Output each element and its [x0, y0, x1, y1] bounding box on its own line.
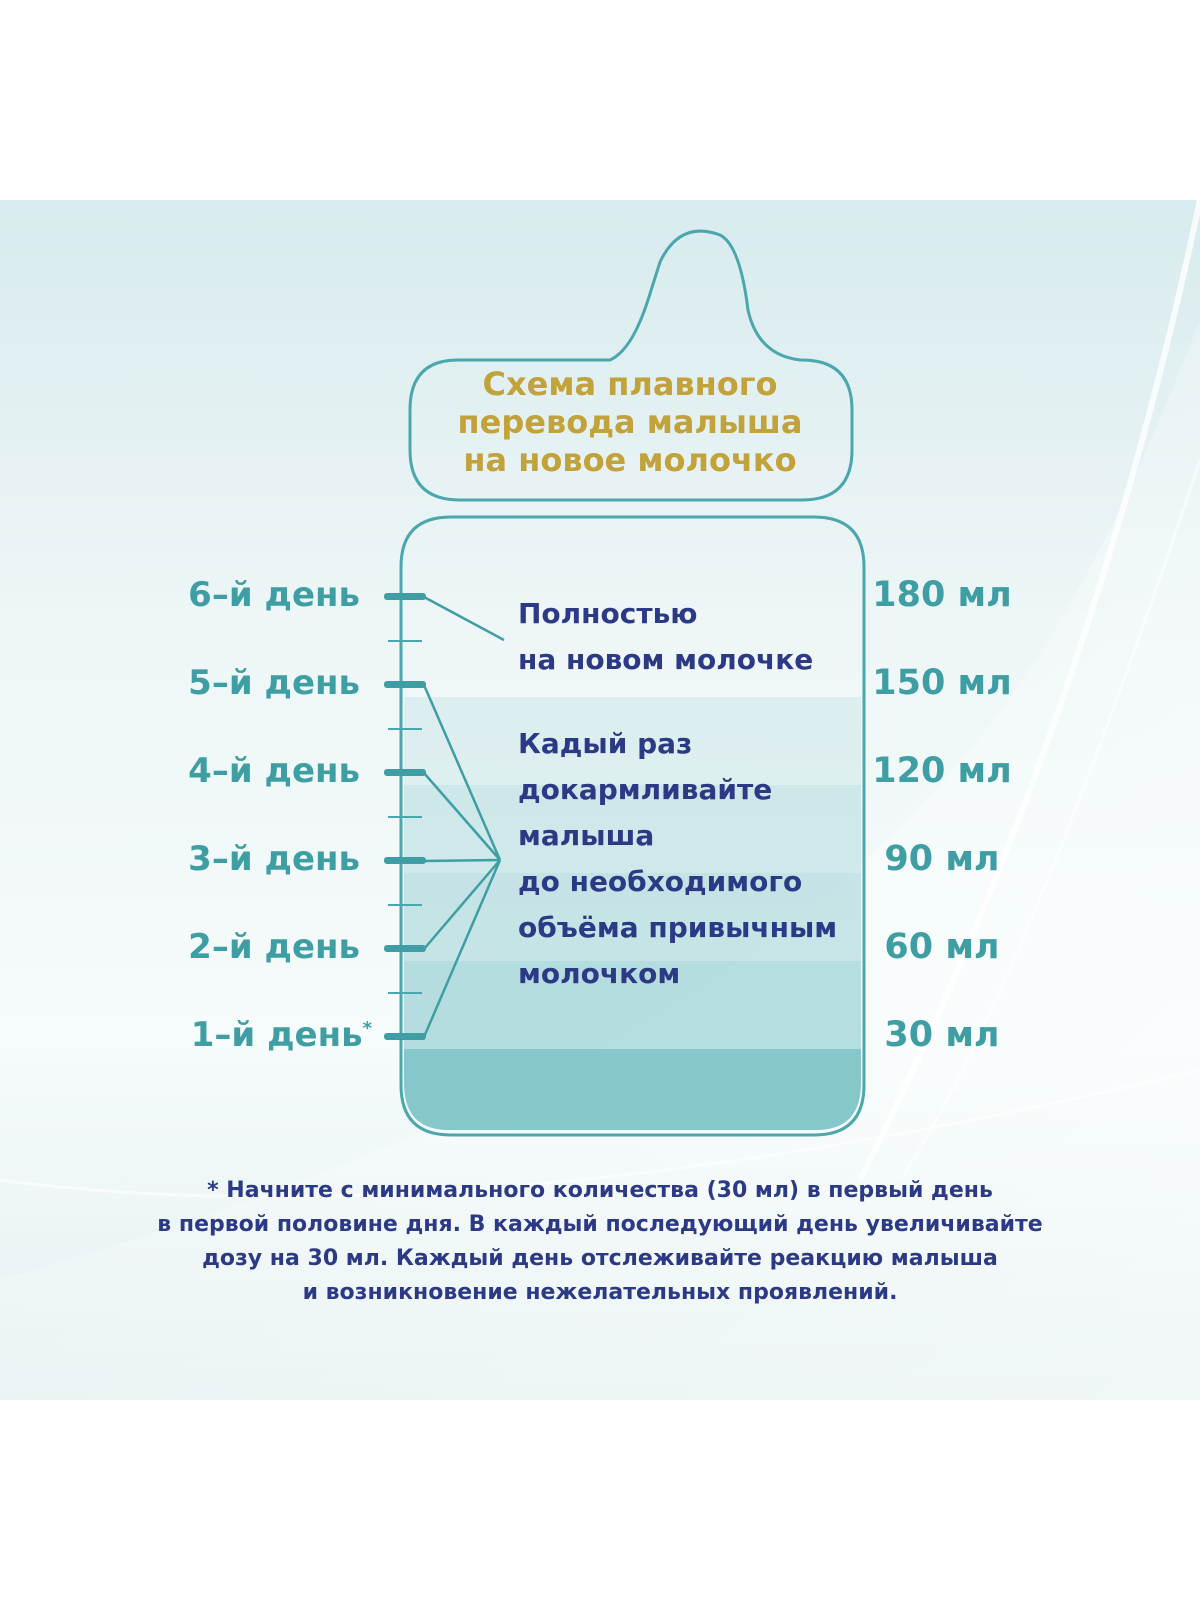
volume-label: 120 мл — [872, 751, 1012, 791]
day-label: 5–й день — [188, 663, 360, 703]
title-line: Схема плавного — [482, 365, 778, 403]
message-full-line: на новом молочке — [518, 643, 814, 676]
volume-label: 90 мл — [884, 839, 1000, 879]
major-tick — [384, 769, 426, 776]
footnote-line: дозу на 30 мл. Каждый день отслеживайте реакцию малыша — [202, 1246, 998, 1271]
footnote-line: * Начните с минимального количества (30 мл) в первый день — [207, 1178, 993, 1203]
message-supplement-line: малыша — [518, 819, 655, 852]
day-label: 6–й день — [188, 575, 360, 615]
major-tick — [384, 681, 426, 688]
volume-label: 60 мл — [884, 927, 1000, 967]
day-label: 4–й день — [188, 751, 360, 791]
major-tick — [384, 857, 426, 864]
message-supplement-line: объёма привычным — [518, 911, 838, 944]
major-tick — [384, 945, 426, 952]
message-supplement-line: Кадый раз — [518, 727, 693, 760]
connector-line — [424, 860, 500, 861]
footnote-line: в первой половине дня. В каждый последующий день увеличивайте — [157, 1212, 1043, 1237]
volume-label: 180 мл — [872, 575, 1012, 615]
volume-label: 150 мл — [872, 663, 1012, 703]
title-line: на новое молочко — [463, 441, 797, 479]
message-supplement-line: молочком — [518, 957, 681, 990]
title-line: перевода малыша — [457, 403, 803, 441]
day-label-text: 1–й день — [190, 1015, 363, 1055]
footnote-line: и возникновение нежелательных проявлений. — [302, 1280, 898, 1305]
day-label-first — [172, 1015, 372, 1055]
message-supplement-line: докармливайте — [518, 773, 773, 806]
day-label: 2–й день — [188, 927, 360, 967]
volume-label: 30 мл — [884, 1015, 1000, 1055]
day-label: 3–й день — [188, 839, 360, 879]
message-supplement-line: до необходимого — [518, 865, 803, 898]
major-tick — [384, 1033, 426, 1040]
message-full-line: Полностью — [518, 597, 698, 630]
major-tick — [384, 593, 426, 600]
footnote-marker: * — [362, 1018, 372, 1039]
infographic-panel — [0, 200, 1200, 1400]
connector-line — [424, 597, 504, 640]
fill-level-30 — [404, 1049, 861, 1130]
